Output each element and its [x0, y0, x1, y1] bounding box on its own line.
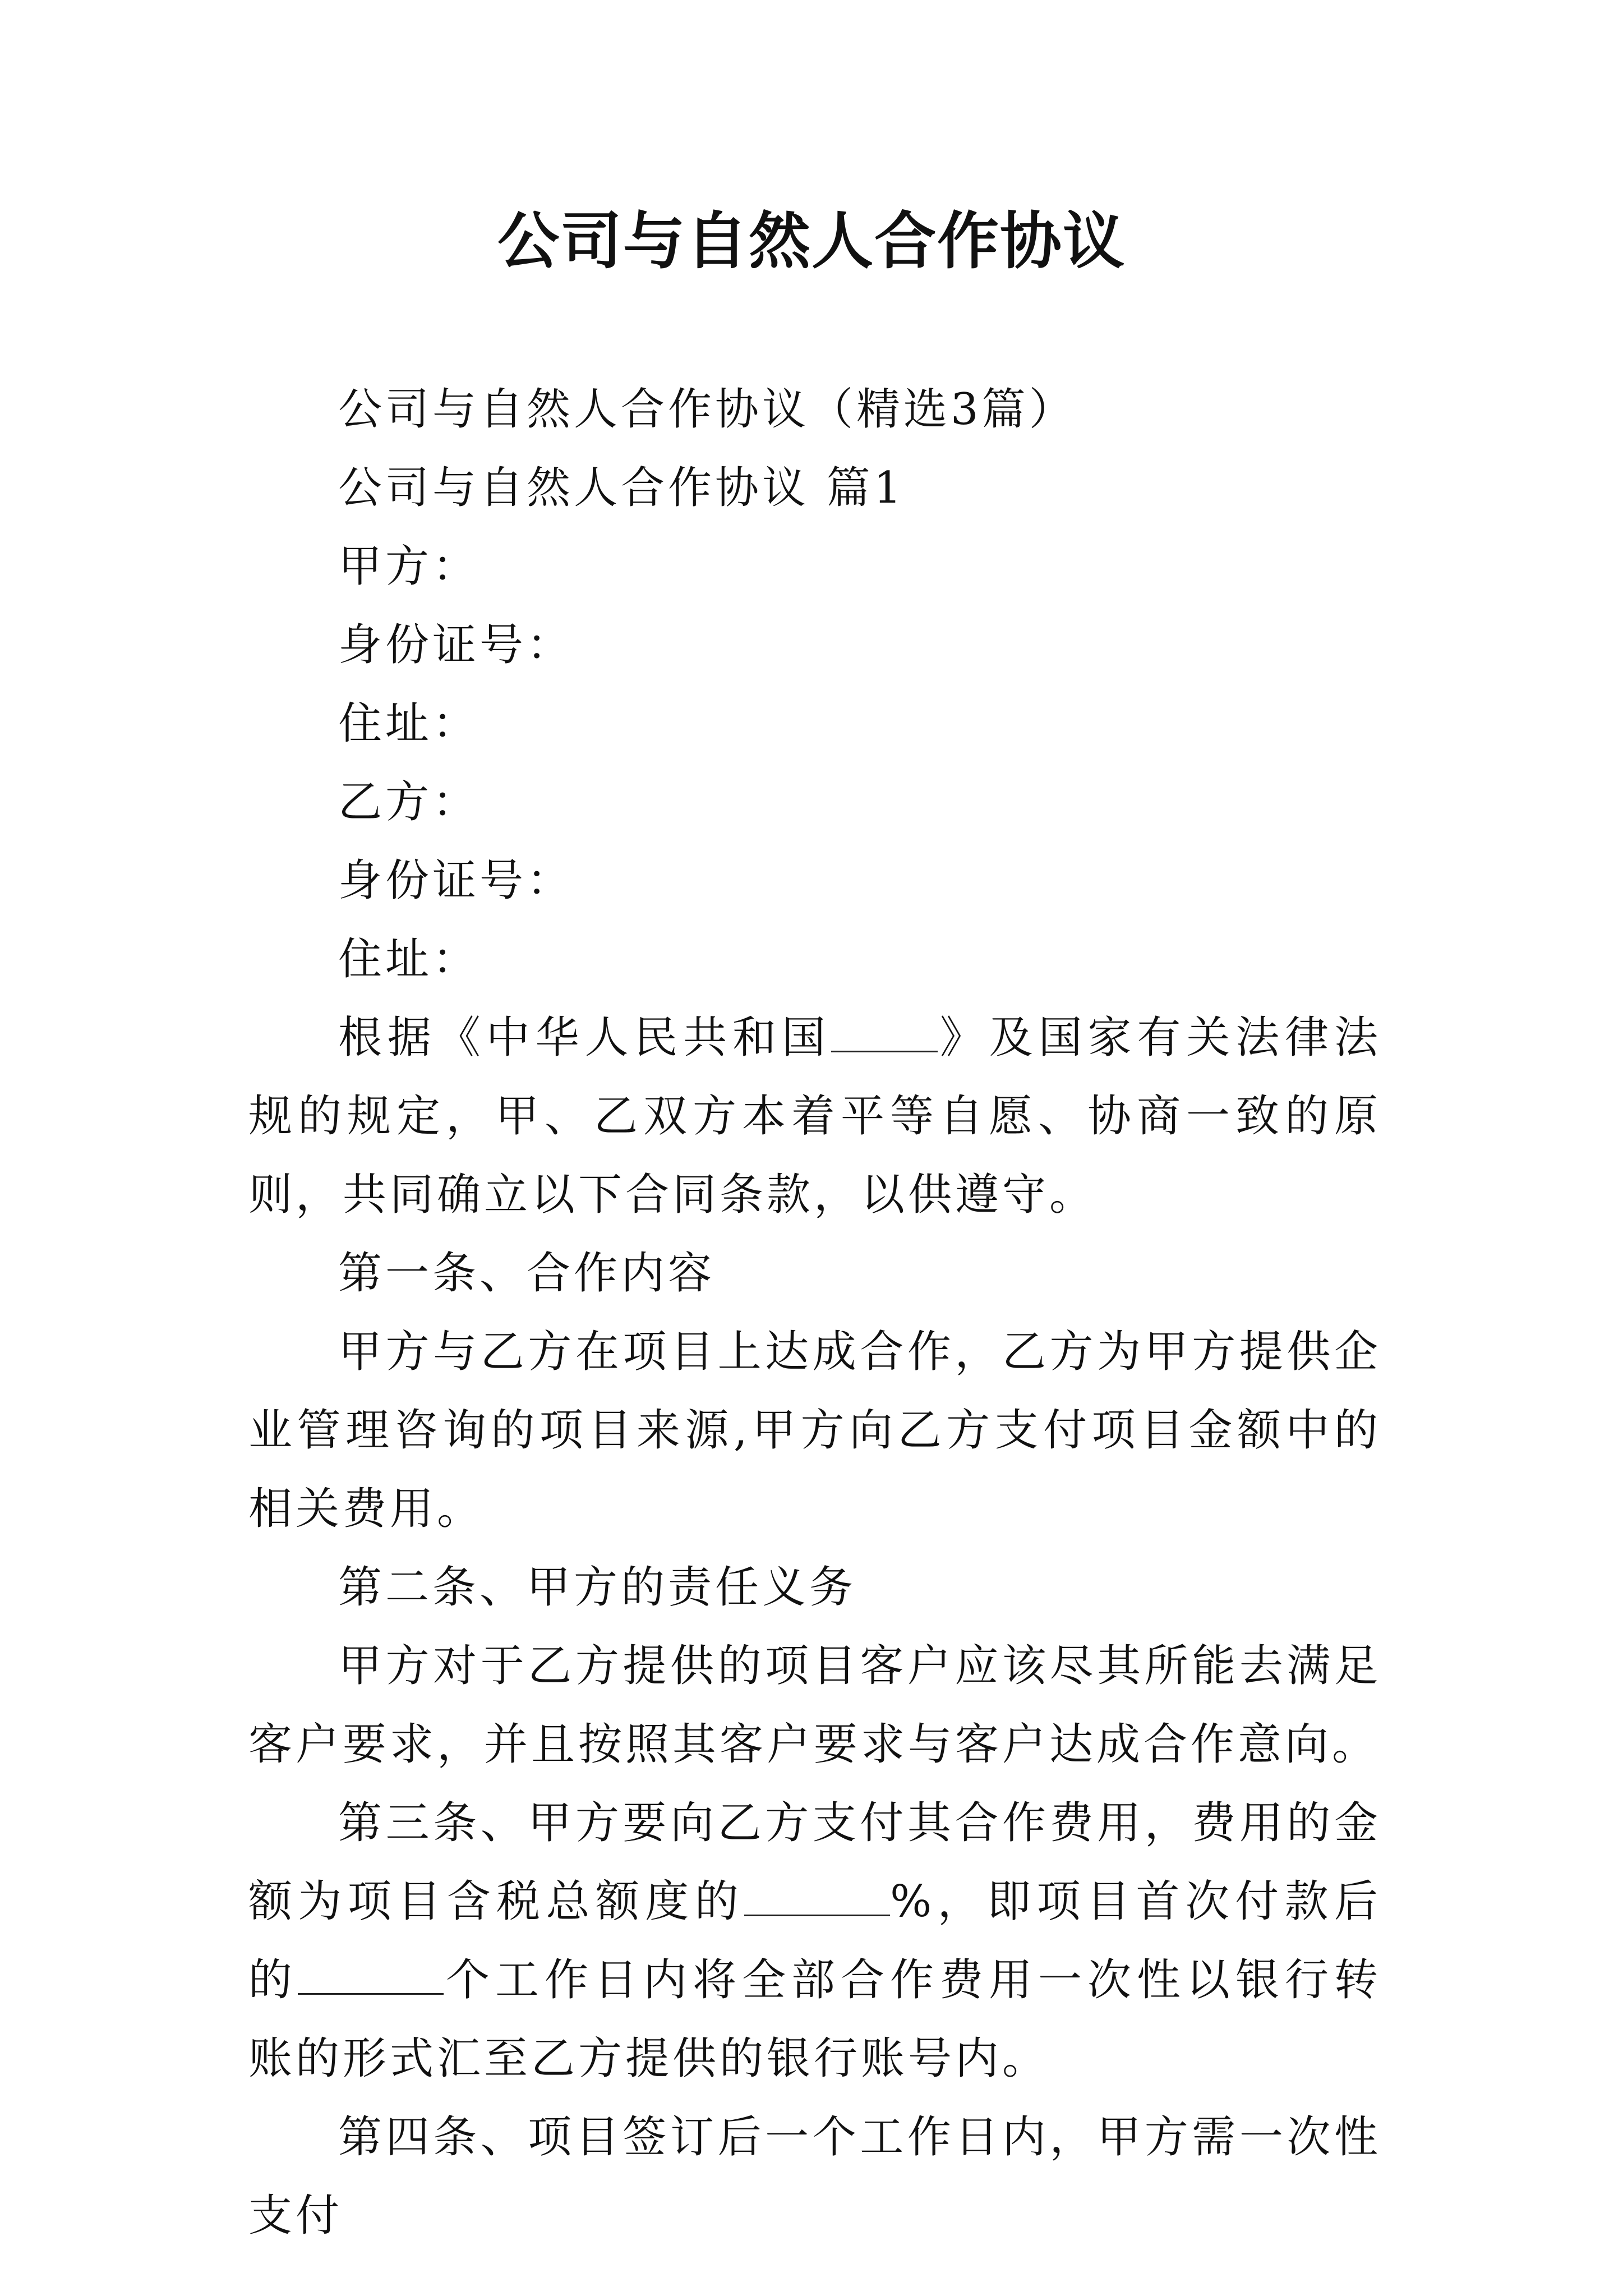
- article-2-heading: 第二条、甲方的责任义务: [338, 1562, 857, 1613]
- party-a-label: 甲方：: [338, 541, 480, 592]
- article-3-body: [248, 1784, 1381, 2098]
- preamble-paragraph: [248, 999, 1381, 1234]
- party-b-label: 乙方：: [338, 777, 480, 827]
- article-3-text-1: 第三条、甲方要向乙方支付其合作费用，费用的金额为项目含税总额度的: [248, 1798, 1381, 1927]
- article-3-text-2: %，即项目首次付款后的: [248, 1876, 1381, 2005]
- subtitle-line: 公司与自然人合作协议（精选3篇）: [338, 384, 1076, 435]
- party-a-id-label: 身份证号：: [338, 620, 574, 670]
- party-a-address-label: 住址：: [338, 698, 480, 749]
- document-body: [248, 370, 1381, 2255]
- document-title: 公司与自然人合作协议: [497, 205, 1126, 277]
- article-1-body: 甲方与乙方在项目上达成合作，乙方为甲方提供企业管理咨询的项目来源,甲方向乙方支付项目金额中的相关费用。: [248, 1327, 1381, 1534]
- preamble-text-before: 根据《中华人民共和国: [338, 1013, 831, 1063]
- law-name-blank: [831, 1007, 938, 1052]
- article-3-text-3: 个工作日内将全部合作费用一次性以银行转账的形式汇至乙方提供的银行账号内。: [248, 1955, 1381, 2084]
- working-days-blank: [298, 1949, 444, 1995]
- party-b-id-label: 身份证号：: [338, 855, 574, 906]
- article-1-heading: 第一条、合作内容: [338, 1248, 716, 1299]
- percentage-blank: [744, 1871, 890, 1916]
- preamble-text-after: 》及国家有关法律法规的规定，甲、乙双方本着平等自愿、协商一致的原则，共同确立以下合同条款，以供遵守。: [248, 1013, 1381, 1220]
- section-heading: 公司与自然人合作协议 篇1: [338, 463, 905, 513]
- article-2-body: 甲方对于乙方提供的项目客户应该尽其所能去满足客户要求，并且按照其客户要求与客户达成合作意向。: [248, 1641, 1381, 1770]
- article-4-body: 第四条、项目签订后一个工作日内，甲方需一次性支付: [248, 2112, 1381, 2241]
- party-b-address-label: 住址：: [338, 934, 480, 984]
